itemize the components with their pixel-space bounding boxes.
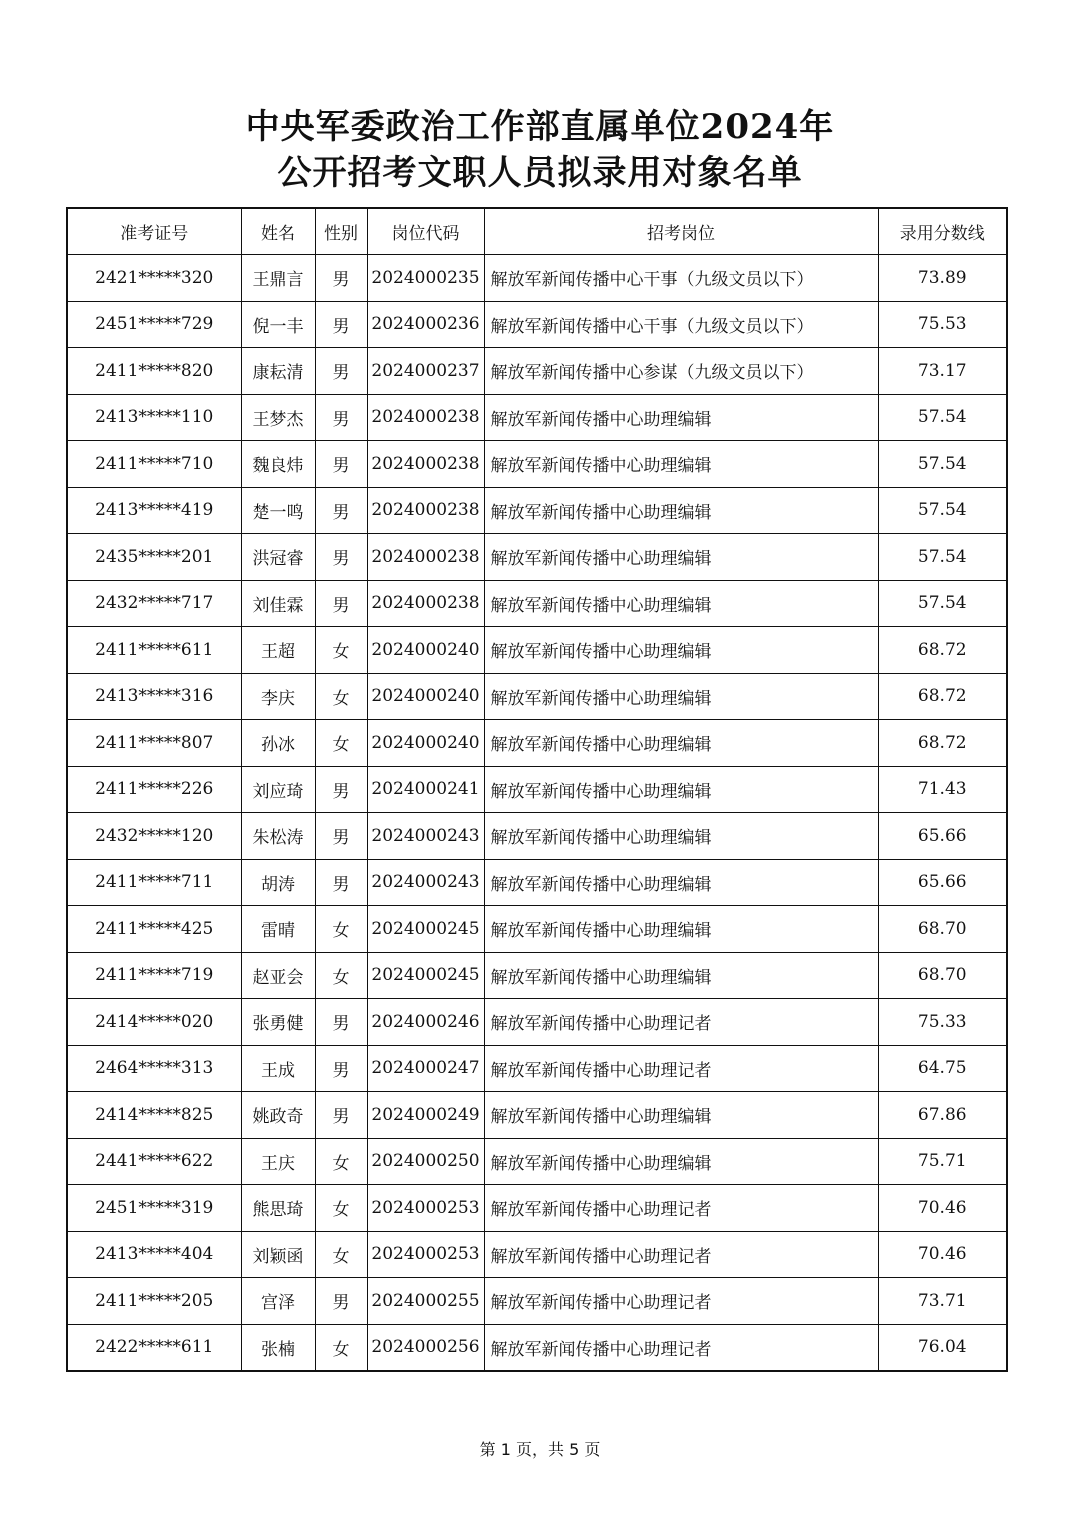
score-line-cell: 67.86 [878,1092,1007,1139]
document-title-line-1: 中央军委政治工作部直属单位2024年 [245,107,835,147]
position-cell: 解放军新闻传播中心助理记者 [484,1278,878,1325]
position-code-cell: 2024000238 [367,580,484,627]
gender-cell: 女 [315,1185,367,1232]
position-cell: 解放军新闻传播中心助理编辑 [484,906,878,953]
exam-id-cell: 2464*****313 [67,1045,241,1092]
name-cell: 熊思琦 [241,1185,315,1232]
name-cell: 姚政奇 [241,1092,315,1139]
gender-cell: 男 [315,534,367,581]
gender-cell: 男 [315,441,367,488]
score-line-cell: 68.72 [878,720,1007,767]
name-cell: 李庆 [241,673,315,720]
position-code-cell: 2024000253 [367,1231,484,1278]
table-row [67,1045,1007,1092]
position-cell: 解放军新闻传播中心助理编辑 [484,394,878,441]
exam-id-cell: 2413*****316 [67,673,241,720]
exam-id-cell: 2422*****611 [67,1324,241,1371]
gender-cell: 男 [315,999,367,1046]
position-cell: 解放军新闻传播中心助理编辑 [484,1138,878,1185]
exam-id-cell: 2411*****425 [67,906,241,953]
position-cell: 解放军新闻传播中心助理记者 [484,1231,878,1278]
gender-cell: 女 [315,1324,367,1371]
name-cell: 洪冠睿 [241,534,315,581]
gender-cell: 男 [315,487,367,534]
name-cell: 刘颖函 [241,1231,315,1278]
table-row [67,580,1007,627]
table-row [67,255,1007,302]
score-line-cell: 70.46 [878,1231,1007,1278]
exam-id-cell: 2432*****120 [67,813,241,860]
score-line-cell: 65.66 [878,813,1007,860]
position-code-cell: 2024000245 [367,906,484,953]
name-cell: 赵亚会 [241,952,315,999]
position-code-cell: 2024000253 [367,1185,484,1232]
gender-cell: 男 [315,1278,367,1325]
position-cell: 解放军新闻传播中心助理编辑 [484,673,878,720]
position-cell: 解放军新闻传播中心助理编辑 [484,487,878,534]
score-line-cell: 75.33 [878,999,1007,1046]
table-body [67,255,1007,1372]
score-line-cell: 64.75 [878,1045,1007,1092]
name-cell: 王超 [241,627,315,674]
position-code-cell: 2024000250 [367,1138,484,1185]
position-cell: 解放军新闻传播中心助理编辑 [484,627,878,674]
gender-cell: 女 [315,906,367,953]
gender-cell: 女 [315,720,367,767]
position-code-cell: 2024000247 [367,1045,484,1092]
table-row [67,394,1007,441]
position-cell: 解放军新闻传播中心助理编辑 [484,766,878,813]
table-row [67,906,1007,953]
position-cell: 解放军新闻传播中心助理编辑 [484,720,878,767]
score-line-cell: 75.71 [878,1138,1007,1185]
header-gender: 性别 [315,208,367,255]
table-row [67,1231,1007,1278]
position-code-cell: 2024000238 [367,394,484,441]
position-cell: 解放军新闻传播中心助理编辑 [484,534,878,581]
gender-cell: 男 [315,1092,367,1139]
name-cell: 张楠 [241,1324,315,1371]
exam-id-cell: 2411*****226 [67,766,241,813]
gender-cell: 男 [315,348,367,395]
gender-cell: 男 [315,1045,367,1092]
score-line-cell: 68.72 [878,673,1007,720]
position-cell: 解放军新闻传播中心助理编辑 [484,952,878,999]
score-line-cell: 57.54 [878,580,1007,627]
table-header-row [67,208,1007,255]
table-row [67,487,1007,534]
table-row [67,859,1007,906]
exam-id-cell: 2435*****201 [67,534,241,581]
position-code-cell: 2024000243 [367,813,484,860]
exam-id-cell: 2432*****717 [67,580,241,627]
position-cell: 解放军新闻传播中心助理编辑 [484,859,878,906]
position-code-cell: 2024000238 [367,441,484,488]
score-line-cell: 70.46 [878,1185,1007,1232]
name-cell: 王庆 [241,1138,315,1185]
position-code-cell: 2024000238 [367,487,484,534]
table-row [67,813,1007,860]
score-line-cell: 68.70 [878,906,1007,953]
gender-cell: 女 [315,952,367,999]
position-cell: 解放军新闻传播中心干事（九级文员以下） [484,301,878,348]
header-position-code: 岗位代码 [367,208,484,255]
position-code-cell: 2024000236 [367,301,484,348]
page-number: 第 1 页，共 5 页 [479,1440,601,1459]
name-cell: 宫泽 [241,1278,315,1325]
exam-id-cell: 2411*****711 [67,859,241,906]
name-cell: 胡涛 [241,859,315,906]
score-line-cell: 75.53 [878,301,1007,348]
score-line-cell: 65.66 [878,859,1007,906]
exam-id-cell: 2411*****807 [67,720,241,767]
gender-cell: 女 [315,1231,367,1278]
gender-cell: 女 [315,1138,367,1185]
table-row [67,952,1007,999]
name-cell: 张勇健 [241,999,315,1046]
gender-cell: 男 [315,580,367,627]
exam-id-cell: 2451*****729 [67,301,241,348]
exam-id-cell: 2413*****419 [67,487,241,534]
position-code-cell: 2024000237 [367,348,484,395]
score-line-cell: 71.43 [878,766,1007,813]
name-cell: 王鼎言 [241,255,315,302]
position-code-cell: 2024000240 [367,673,484,720]
position-code-cell: 2024000240 [367,720,484,767]
position-code-cell: 2024000240 [367,627,484,674]
position-cell: 解放军新闻传播中心助理编辑 [484,580,878,627]
name-cell: 刘应琦 [241,766,315,813]
position-cell: 解放军新闻传播中心助理记者 [484,1185,878,1232]
gender-cell: 男 [315,766,367,813]
score-line-cell: 73.17 [878,348,1007,395]
gender-cell: 男 [315,859,367,906]
table-row [67,348,1007,395]
score-line-cell: 73.89 [878,255,1007,302]
score-line-cell: 57.54 [878,534,1007,581]
table-row [67,720,1007,767]
exam-id-cell: 2411*****719 [67,952,241,999]
exam-id-cell: 2411*****611 [67,627,241,674]
position-cell: 解放军新闻传播中心助理编辑 [484,813,878,860]
table-row [67,534,1007,581]
table-row [67,1092,1007,1139]
score-line-cell: 57.54 [878,441,1007,488]
table-row [67,766,1007,813]
gender-cell: 女 [315,627,367,674]
position-code-cell: 2024000245 [367,952,484,999]
score-line-cell: 76.04 [878,1324,1007,1371]
name-cell: 雷晴 [241,906,315,953]
exam-id-cell: 2411*****710 [67,441,241,488]
header-name: 姓名 [241,208,315,255]
exam-id-cell: 2413*****404 [67,1231,241,1278]
position-cell: 解放军新闻传播中心助理编辑 [484,441,878,488]
exam-id-cell: 2451*****319 [67,1185,241,1232]
score-line-cell: 68.72 [878,627,1007,674]
name-cell: 朱松涛 [241,813,315,860]
position-code-cell: 2024000249 [367,1092,484,1139]
position-cell: 解放军新闻传播中心干事（九级文员以下） [484,255,878,302]
name-cell: 刘佳霖 [241,580,315,627]
position-cell: 解放军新闻传播中心助理记者 [484,1324,878,1371]
gender-cell: 男 [315,301,367,348]
name-cell: 魏良炜 [241,441,315,488]
name-cell: 王梦杰 [241,394,315,441]
position-cell: 解放军新闻传播中心参谋（九级文员以下） [484,348,878,395]
table-row [67,627,1007,674]
table-row [67,1324,1007,1371]
gender-cell: 男 [315,255,367,302]
position-code-cell: 2024000256 [367,1324,484,1371]
exam-id-cell: 2441*****622 [67,1138,241,1185]
gender-cell: 男 [315,813,367,860]
name-cell: 王成 [241,1045,315,1092]
score-line-cell: 57.54 [878,394,1007,441]
table-row [67,1185,1007,1232]
table-row [67,301,1007,348]
position-cell: 解放军新闻传播中心助理记者 [484,999,878,1046]
exam-id-cell: 2411*****820 [67,348,241,395]
table-row [67,1138,1007,1185]
score-line-cell: 57.54 [878,487,1007,534]
exam-id-cell: 2413*****110 [67,394,241,441]
gender-cell: 男 [315,394,367,441]
position-code-cell: 2024000243 [367,859,484,906]
header-score-line: 录用分数线 [878,208,1007,255]
header-exam-id: 准考证号 [67,208,241,255]
position-cell: 解放军新闻传播中心助理记者 [484,1045,878,1092]
name-cell: 孙冰 [241,720,315,767]
name-cell: 倪一丰 [241,301,315,348]
position-code-cell: 2024000238 [367,534,484,581]
position-code-cell: 2024000235 [367,255,484,302]
name-cell: 楚一鸣 [241,487,315,534]
document-title-line-2: 公开招考文职人员拟录用对象名单 [277,153,803,193]
table-row [67,999,1007,1046]
position-cell: 解放军新闻传播中心助理编辑 [484,1092,878,1139]
position-code-cell: 2024000246 [367,999,484,1046]
exam-id-cell: 2414*****020 [67,999,241,1046]
admission-roster-table [66,207,1008,1372]
table-row [67,1278,1007,1325]
table-row [67,441,1007,488]
header-position: 招考岗位 [484,208,878,255]
position-code-cell: 2024000241 [367,766,484,813]
score-line-cell: 73.71 [878,1278,1007,1325]
gender-cell: 女 [315,673,367,720]
exam-id-cell: 2411*****205 [67,1278,241,1325]
table-row [67,673,1007,720]
position-code-cell: 2024000255 [367,1278,484,1325]
exam-id-cell: 2421*****320 [67,255,241,302]
exam-id-cell: 2414*****825 [67,1092,241,1139]
score-line-cell: 68.70 [878,952,1007,999]
name-cell: 康耘清 [241,348,315,395]
